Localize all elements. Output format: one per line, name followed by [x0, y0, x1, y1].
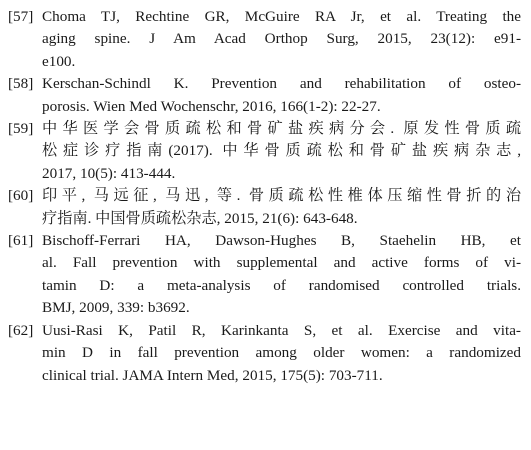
reference-line: 2017, 10(5): 413-444. [42, 164, 176, 182]
reference-line: al. Fall prevention with supplemental and active forms of vi- [42, 254, 521, 272]
reference-57 [8, 6, 521, 73]
reference-number: [58] [8, 75, 34, 93]
reference-text [42, 6, 521, 73]
reference-number: [60] [8, 187, 34, 205]
reference-text [42, 230, 521, 320]
reference-number: [59] [8, 120, 34, 138]
reference-line: porosis. Wien Med Wochenschr, 2016, 166(1-2): 22-27. [42, 97, 381, 115]
reference-60 [8, 185, 521, 230]
reference-text [42, 73, 521, 118]
reference-line: 疗指南. 中国骨质疏松杂志, 2015, 21(6): 643-648. [42, 209, 358, 227]
reference-59 [8, 118, 521, 185]
reference-62 [8, 320, 521, 387]
reference-line: Uusi-Rasi K, Patil R, Karinkanta S, et al. Exercise and vita- [42, 321, 521, 339]
reference-line: Choma TJ, Rechtine GR, McGuire RA Jr, et al. Treating the [42, 8, 521, 25]
reference-line: 印平, 马远征, 马迅, 等. 骨质疏松性椎体压缩性骨折的治 [42, 187, 521, 205]
reference-line: min D in fall prevention among older women: a randomized [42, 344, 521, 362]
reference-line: Bischoff-Ferrari HA, Dawson-Hughes B, Staehelin HB, et [42, 232, 521, 250]
reference-text [42, 118, 521, 185]
reference-text [42, 320, 521, 387]
reference-line: clinical trial. JAMA Intern Med, 2015, 175(5): 703-711. [42, 366, 383, 384]
reference-line: tamin D: a meta-analysis of randomised controlled trials. [42, 276, 521, 294]
reference-line: 中华医学会骨质疏松和骨矿盐疾病分会. 原发性骨质疏 [42, 120, 521, 138]
reference-line: 松症诊疗指南(2017). 中华骨质疏松和骨矿盐疾病杂志, [42, 142, 521, 160]
reference-number: [57] [8, 8, 34, 25]
reference-line: BMJ, 2009, 339: b3692. [42, 299, 190, 317]
reference-line: e100. [42, 52, 76, 70]
reference-line: Kerschan-Schindl K. Prevention and rehabilitation of osteo- [42, 75, 521, 93]
reference-61 [8, 230, 521, 320]
reference-number: [62] [8, 321, 34, 339]
reference-line: aging spine. J Am Acad Orthop Surg, 2015, 23(12): e91- [42, 30, 521, 48]
reference-text [42, 185, 521, 230]
reference-number: [61] [8, 232, 34, 250]
reference-58 [8, 73, 521, 118]
